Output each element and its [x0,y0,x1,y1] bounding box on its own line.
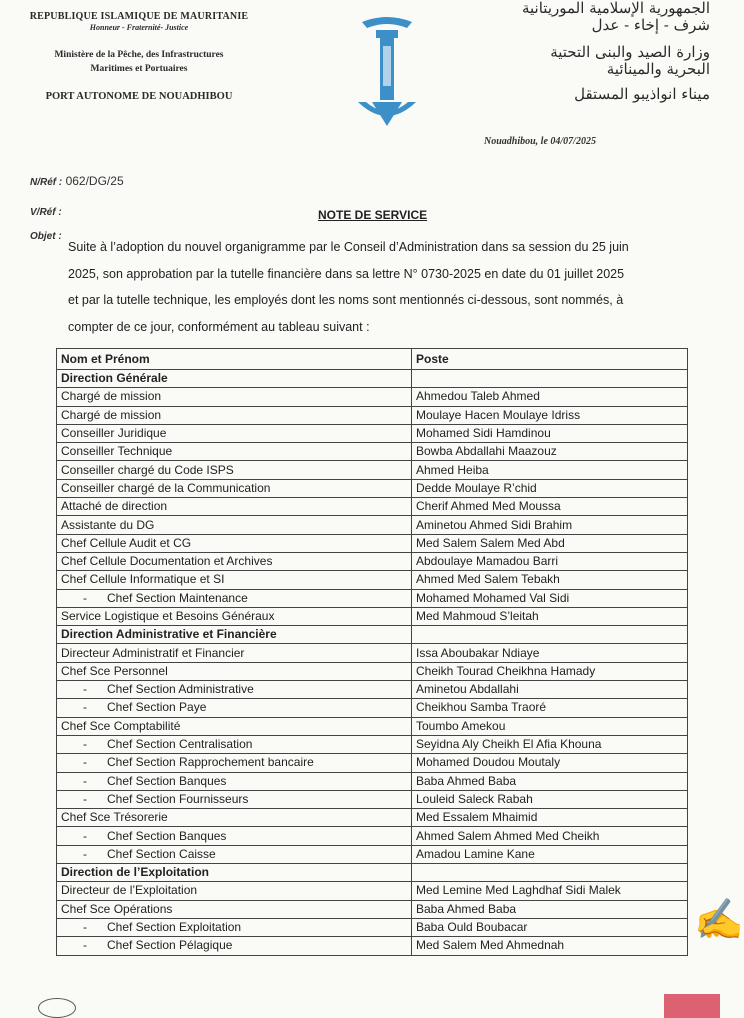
sub-item-dash: - [83,682,87,697]
cell-name: - Chef Section Paye [57,699,412,717]
cell-post: Ahmed Med Salem Tebakh [412,571,688,589]
table-row [57,845,688,863]
cell-post [412,370,688,388]
body-paragraph: Suite à l’adoption du nouvel organigramme par le Conseil d’Administration dans sa session du 25 juin 2025, son approbation par la tutelle financière dans sa lettre N° 0730-2025 en date du 01 juillet 2025 et par la tutelle technique, les employés dont les noms sont mentionnés ci-dessous, sont nommés, à compter de ce jour, conformément au tableau suivant : [68,240,629,334]
sub-item-dash: - [83,828,87,843]
cell-post: Toumbo Amekou [412,717,688,735]
your-reference: V/Réf : [30,207,62,218]
cell-name: Directeur Administratif et Financier [57,644,412,662]
cell-name: Chef Sce Personnel [57,662,412,680]
cell-name: Chef Cellule Documentation et Archives [57,552,412,570]
table-row [57,662,688,680]
cell-name: Chargé de mission [57,406,412,424]
sub-item-dash: - [83,700,87,715]
cell-post: Baba Ahmed Baba [412,900,688,918]
cell-name: Service Logistique et Besoins Généraux [57,607,412,625]
port-logo-icon [352,10,422,130]
sub-item-dash: - [83,737,87,752]
table-row [57,607,688,625]
cell-post: Med Essalem Mhaimid [412,809,688,827]
appointments-table [56,348,688,956]
cell-post: Mohamed Doudou Moutaly [412,754,688,772]
cell-post: Louleid Saleck Rabah [412,790,688,808]
table-row [57,479,688,497]
cell-post: Aminetou Abdallahi [412,681,688,699]
cell-name: - Chef Section Banques [57,772,412,790]
cell-post: Seyidna Aly Cheikh El Afia Khouna [412,735,688,753]
table-row [57,516,688,534]
table-row [57,388,688,406]
table-row [57,589,688,607]
port-name: PORT AUTONOME DE NOUADHIBOU [45,91,233,102]
cell-name: - Chef Section Rapprochement bancaire [57,754,412,772]
cell-post: Cheikhou Samba Traoré [412,699,688,717]
cell-name: Chef Sce Comptabilité [57,717,412,735]
table-row [57,498,688,516]
table-row [57,918,688,936]
table-row [57,571,688,589]
cell-post: Ahmed Salem Ahmed Med Cheikh [412,827,688,845]
cell-name: Directeur de l’Exploitation [57,882,412,900]
cell-post: Ahmed Heiba [412,461,688,479]
cell-name: Direction Générale [57,370,412,388]
cell-name: Chargé de mission [57,388,412,406]
table-row [57,827,688,845]
table-row [57,461,688,479]
cell-name: - Chef Section Administrative [57,681,412,699]
signature-mark: ✍ [694,897,744,943]
table-row [57,735,688,753]
column-header-name: Nom et Prénom [57,349,412,370]
cell-name: Chef Cellule Informatique et SI [57,571,412,589]
cell-name: Assistante du DG [57,516,412,534]
cell-name: Conseiller chargé du Code ISPS [57,461,412,479]
table-row [57,937,688,955]
sub-item-dash: - [83,773,87,788]
ministry-name: Ministère de la Pêche, des Infrastructures Maritimes et Portuaires [54,50,224,74]
stamp-icon [664,994,720,1018]
cell-name: Conseiller chargé de la Communication [57,479,412,497]
document-date: Nouadhibou, le 04/07/2025 [484,136,596,147]
cell-post: Issa Aboubakar Ndiaye [412,644,688,662]
cell-post: Med Salem Med Ahmednah [412,937,688,955]
cell-post [412,626,688,644]
table-row [57,754,688,772]
cell-post: Cherif Ahmed Med Moussa [412,498,688,516]
cell-name: - Chef Section Pélagique [57,937,412,955]
column-header-post: Poste [412,349,688,370]
cell-post: Ahmedou Taleb Ahmed [412,388,688,406]
letterhead-left [14,8,264,102]
table-row [57,699,688,717]
table-row [57,681,688,699]
sub-item-dash: - [83,791,87,806]
cell-name: - Chef Section Maintenance [57,589,412,607]
table-row [57,772,688,790]
sub-item-dash: - [83,920,87,935]
sub-item-dash: - [83,846,87,861]
cell-name: - Chef Section Banques [57,827,412,845]
table-row [57,717,688,735]
sub-item-dash: - [83,938,87,953]
table-row [57,534,688,552]
cell-post: Med Salem Salem Med Abd [412,534,688,552]
cell-post: Baba Ould Boubacar [412,918,688,936]
letterhead-right: الجمهورية الإسلامية الموريتانية شرف - إخاء - عدل وزارة الصيد والبنى التحتية البحرية والمينائية ميناء انواذيبو المستقل [521,0,710,103]
cell-post [412,864,688,882]
cell-post: Baba Ahmed Baba [412,772,688,790]
cell-post: Cheikh Tourad Cheikhna Hamady [412,662,688,680]
table-section-row [57,864,688,882]
subject-label: Objet : [30,231,62,242]
our-reference: N/Réf : 062/DG/25 [30,174,124,188]
table-row [57,424,688,442]
national-motto: Honneur - Fraternité- Justice [89,23,189,32]
cell-post: Bowba Abdallahi Maazouz [412,443,688,461]
republic-name: REPUBLIQUE ISLAMIQUE DE MAURITANIE [29,11,249,22]
cell-name: Attaché de direction [57,498,412,516]
cell-post: Mohamed Mohamed Val Sidi [412,589,688,607]
sub-item-dash: - [83,590,87,605]
table-row [57,443,688,461]
document-title: NOTE DE SERVICE [318,208,428,222]
cell-name: Direction Administrative et Financière [57,626,412,644]
table-row [57,552,688,570]
table-section-row [57,626,688,644]
cell-post: Med Mahmoud S’leitah [412,607,688,625]
table-row [57,790,688,808]
cell-post: Moulaye Hacen Moulaye Idriss [412,406,688,424]
cell-post: Dedde Moulaye R’chid [412,479,688,497]
table-row [57,900,688,918]
table-row [57,882,688,900]
table-row [57,406,688,424]
cell-post: Abdoulaye Mamadou Barri [412,552,688,570]
cell-post: Mohamed Sidi Hamdinou [412,424,688,442]
cell-name: - Chef Section Fournisseurs [57,790,412,808]
cell-name: - Chef Section Centralisation [57,735,412,753]
cell-name: Direction de l’Exploitation [57,864,412,882]
cell-post: Amadou Lamine Kane [412,845,688,863]
cell-name: - Chef Section Caisse [57,845,412,863]
cell-name: Conseiller Technique [57,443,412,461]
cell-name: Chef Sce Trésorerie [57,809,412,827]
sub-item-dash: - [83,755,87,770]
table-row [57,809,688,827]
cell-name: Chef Cellule Audit et CG [57,534,412,552]
table-row [57,644,688,662]
cell-post: Med Lemine Med Laghdhaf Sidi Malek [412,882,688,900]
table-header-row [57,349,688,370]
cell-name: Conseiller Juridique [57,424,412,442]
footer-seal-icon [38,998,76,1018]
cell-name: Chef Sce Opérations [57,900,412,918]
table-section-row [57,370,688,388]
cell-post: Aminetou Ahmed Sidi Brahim [412,516,688,534]
cell-name: - Chef Section Exploitation [57,918,412,936]
